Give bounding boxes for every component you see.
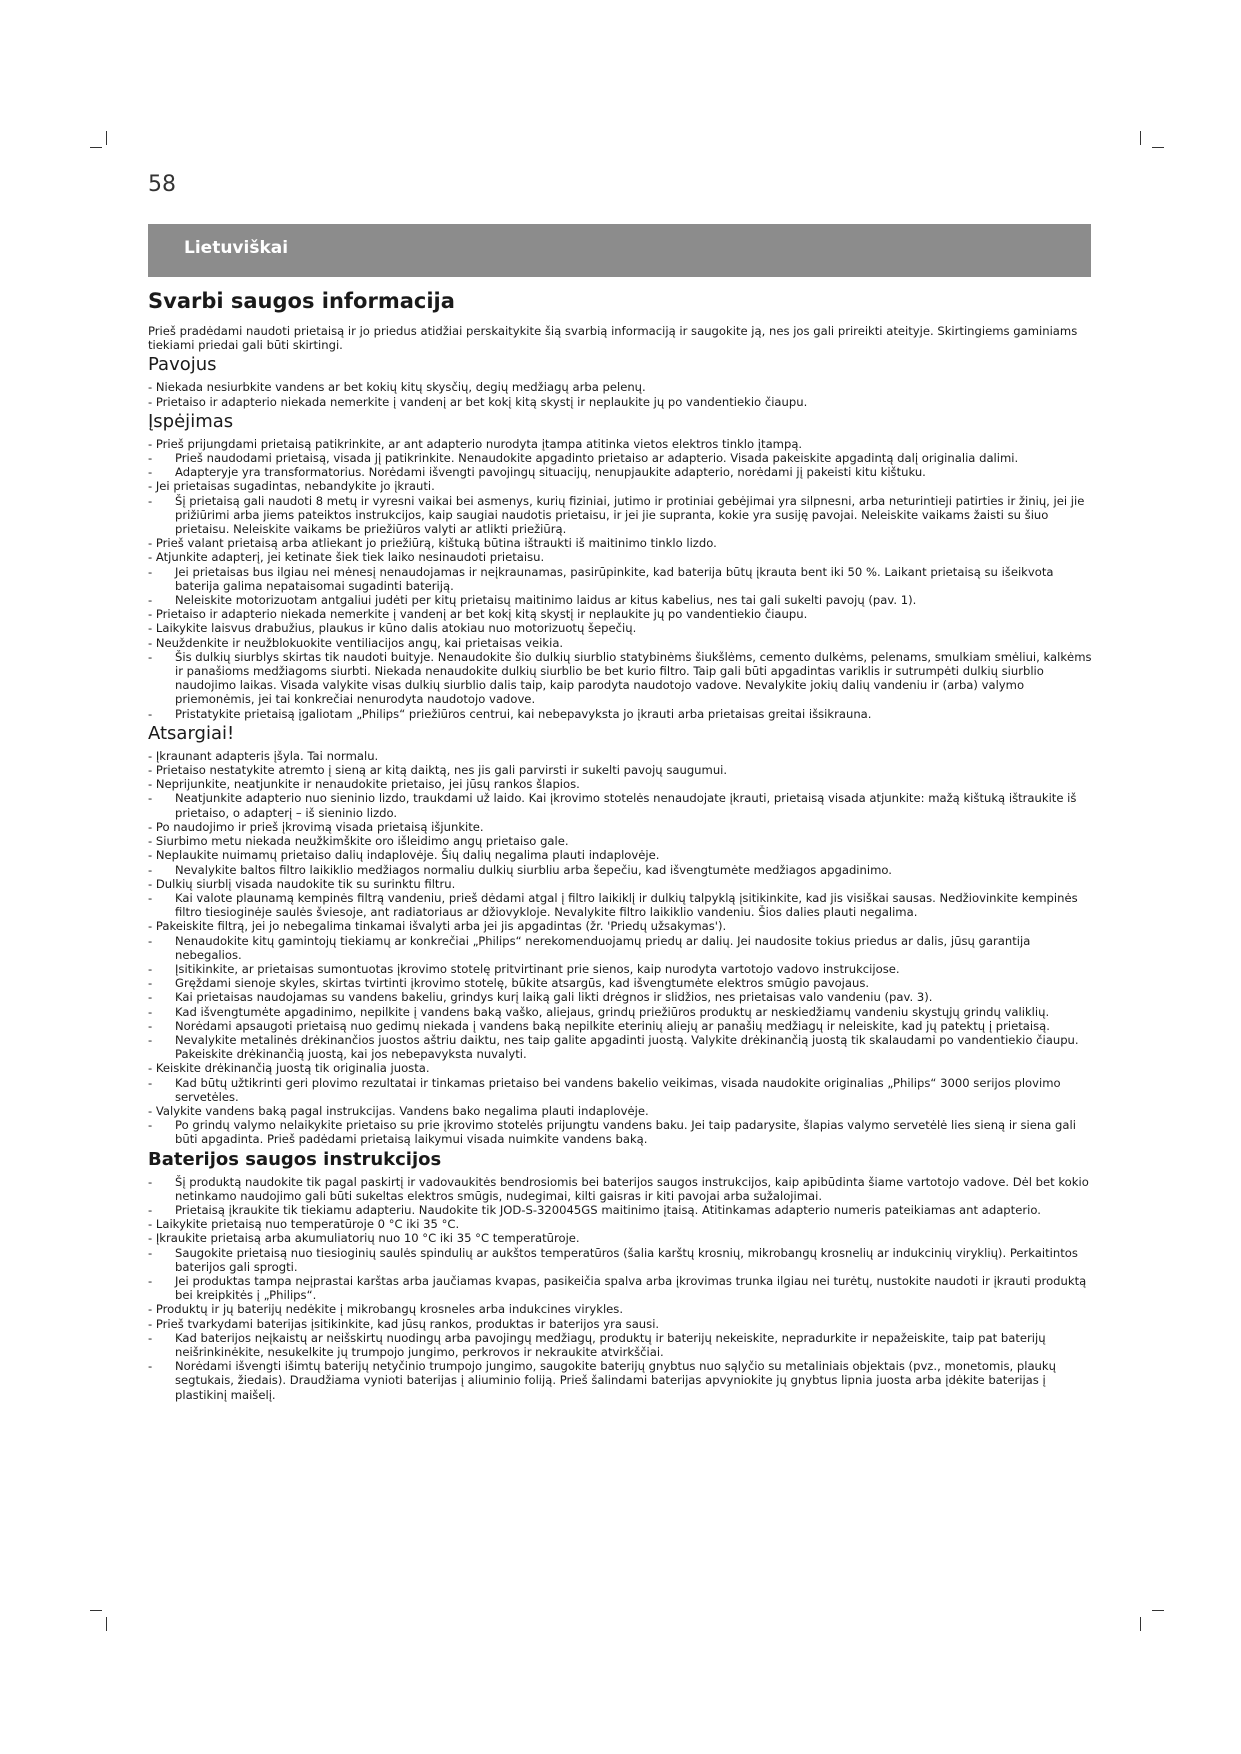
list-dash-marker: - [148,933,153,948]
list-item-text: Šį produktą naudokite tik pagal paskirtį ir vadovaukitės bendrosiomis bei baterijos saugos instrukcijos, kaip apibūdinta šiame vartotojo vadove. Dėl bet kokio netinkamo naudojimo gali būti sukeltas elektros smūgis, nudegimai, kilti gaisras ir kiti pavojai arba sužalojimai. [175,1174,1089,1203]
list-item-text: Prieš naudodami prietaisą, visada jį patikrinkite. Nenaudokite apgadinto prietaiso ar adapterio. Visada pakeiskite apgadintą dalį originalia dalimi. [175,451,1019,466]
list-item-text: Kad baterijos neįkaistų ar neišskirtų nuodingų arba pavojingų medžiagų, produktų ir baterijų nekeiskite, nepradurkite ir nepažeiskite, taip pat baterijų neišrinkinėkite, nesukelkite jų trumpojo jungimo, perkrovos ir nekraukite atvirkščiai. [175,1330,1046,1359]
list-item [148,1019,1096,1033]
list-dash-marker: - [148,961,153,976]
list-item-text: Neleiskite motorizuotam antgaliui judėti per kitų prietaisų maitinimo laidus ar kitus kabelius, nes tai gali sukelti pavojų (pav. 1). [175,593,917,608]
list-dash-marker: - [148,621,156,636]
list-item-text: Siurbimo metu niekada neužkimškite oro išleidimo angų prietaiso gale. [155,834,569,849]
list-item [148,777,1096,791]
list-dash-marker: - [148,990,153,1005]
list-item [148,990,1096,1004]
list-item [148,1203,1096,1217]
list-dash-marker: - [148,493,153,508]
document-body [148,288,1096,1404]
list-dash-marker: - [148,919,156,934]
list-item [148,919,1096,933]
list-item [148,465,1096,479]
list-dash-marker: - [148,1061,156,1076]
list-item [148,1317,1096,1331]
list-item-text: Prieš valant prietaisą arba atliekant jo priežiūrą, kištuką būtina ištraukti iš maitinimo tinklo lizdo. [155,536,717,551]
list-item [148,707,1096,721]
list-item-text: Norėdami išvengti išimtų baterijų netyčinio trumpojo jungimo, saugokite baterijų gnybtus nuo sąlyčio su metaliniais objektais (pvz., monetomis, plaukų segtukais, žiedais). Draudžiama vynioti baterijas į aliuminio foliją. Prieš šalindami baterijas apvyniokite jų gnybtus lipnia juosta arba įdėkite baterijas į plastikinį maišelį. [175,1359,1056,1402]
list-item [148,451,1096,465]
crop-mark [1140,1617,1141,1631]
list-item-text: Valykite vandens baką pagal instrukcijas. Vandens bako negalima plauti indaplovėje. [155,1103,649,1118]
list-dash-marker: - [148,748,156,763]
list-dash-marker: - [148,1273,153,1288]
list-item [148,380,1096,394]
section-heading: Įspėjimas [148,410,234,432]
list-item-text: Atjunkite adapterį, jei ketinate šiek tiek laiko nesinaudoti prietaisu. [155,550,545,565]
list-item-text: Įsitikinkite, ar prietaisas sumontuotas įkrovimo stotelę pritvirtinant prie sienos, kaip nurodyta vartotojo vadovo instrukcijose. [175,961,900,976]
list-item [148,1118,1096,1146]
list-item-text: Neplaukite nuimamų prietaiso dalių indaplovėje. Šių dalių negalima plauti indaplovėje. [155,848,660,863]
section-list [148,749,1096,1147]
crop-mark [1140,131,1141,145]
list-item [148,976,1096,990]
list-item-text: Nevalykite baltos filtro laikiklio medžiagos normaliu dulkių siurbliu arba šepečiu, kad išvengtumėte medžiagos apgadinimo. [175,862,892,877]
list-item [148,621,1096,635]
list-item-text: Jei prietaisas sugadintas, nebandykite jo įkrauti. [155,479,435,494]
section-heading: Baterijos saugos instrukcijos [148,1148,442,1170]
list-item [148,607,1096,621]
list-item [148,1104,1096,1118]
list-item [148,1061,1096,1075]
list-item [148,593,1096,607]
list-item-text: Laikykite prietaisą nuo temperatūroje 0 °C iki 35 °C. [155,1217,460,1232]
list-dash-marker: - [148,1075,153,1090]
list-item [148,934,1096,962]
list-dash-marker: - [148,876,156,891]
list-dash-marker: - [148,564,153,579]
list-item [148,834,1096,848]
list-item [148,1033,1096,1061]
crop-mark [1152,1610,1164,1611]
list-dash-marker: - [148,1174,153,1189]
list-dash-marker: - [148,1330,153,1345]
list-item-text: Pristatykite prietaisą įgaliotam „Philips“ priežiūros centrui, kai nebepavyksta jo įkrauti arba prietaisas greitai išsikrauna. [175,706,872,721]
list-item [148,1231,1096,1245]
list-item [148,749,1096,763]
list-item-text: Saugokite prietaisą nuo tiesioginių saulės spindulių ar aukštos temperatūros (šalia karštų krosnių, mikrobangų krosnelių ar indukcinių viryklių). Perkaitintos baterijos gali sprogti. [175,1245,1078,1274]
list-dash-marker: - [148,1004,153,1019]
list-item [148,1076,1096,1104]
list-item [148,395,1096,409]
list-item-text: Po naudojimo ir prieš įkrovimą visada prietaisą išjunkite. [155,819,484,834]
list-item-text: Dulkių siurblį visada naudokite tik su surinktu filtru. [155,876,456,891]
list-item-text: Produktų ir jų baterijų nedėkite į mikrobangų krosneles arba indukcines virykles. [155,1302,624,1317]
list-dash-marker: - [148,976,153,991]
list-item [148,962,1096,976]
language-header-bar [148,224,1091,277]
list-dash-marker: - [148,1245,153,1260]
page-title: Svarbi saugos informacija [148,289,455,313]
list-item-text: Šį prietaisą gali naudoti 8 metų ir vyresni vaikai bei asmenys, kurių fiziniai, jutimo ir protiniai gebėjimai yra silpnesni, arba neturintieji patirties ir žinių, jei jie prižiūrimi arba jiems pateiktos instrukcijos, kaip saugiai naudotis prietaisu, ir jei jie supranta, kokie yra susiję pavojai. Neleiskite vaikams žaisti su šiuo prietaisu. Neleiskite vaikams be priežiūros valyti ar atlikti priežiūrą. [175,493,1085,537]
list-item [148,650,1096,707]
list-item-text: Gręždami sienoje skyles, skirtas tvirtinti įkrovimo stotelę, būkite atsargūs, kad išvengtumėte elektros smūgio pavojaus. [175,976,870,991]
list-item [148,550,1096,564]
list-dash-marker: - [148,706,153,721]
list-item-text: Nenaudokite kitų gamintojų tiekiamų ar konkrečiai „Philips“ nerekomenduojamų priedų ar dalių. Jei naudosite tokius priedus ar dalis, jūsų garantija nebegalios. [175,933,1031,962]
list-item-text: Įkraunant adapteris įšyla. Tai normalu. [155,748,379,763]
list-item [148,1274,1096,1302]
list-dash-marker: - [148,593,153,608]
list-dash-marker: - [148,1217,156,1232]
list-item [148,877,1096,891]
list-dash-marker: - [148,890,153,905]
list-dash-marker: - [148,862,153,877]
list-dash-marker: - [148,380,156,395]
list-dash-marker: - [148,777,156,792]
list-item [148,820,1096,834]
section-list [148,1175,1096,1402]
list-dash-marker: - [148,536,156,551]
list-dash-marker: - [148,465,153,480]
list-item-text: Jei produktas tampa neįprastai karštas arba jaučiamas kvapas, pasikeičia spalva arba įkrovimas trunka ilgiau nei turėtų, nustokite naudoti ir įkrauti produktą bei kreipkitės į „Philips“. [175,1273,1087,1303]
list-dash-marker: - [148,1316,156,1331]
list-item [148,791,1096,819]
list-dash-marker: - [148,1118,153,1133]
list-item [148,479,1096,493]
list-item [148,536,1096,550]
intro-paragraph: Prieš pradėdami naudoti prietaisą ir jo priedus atidžiai perskaitykite šią svarbią informaciją ir saugokite ją, nes jos gali prireikti ateityje. Skirtingiems gaminiams tiekiami priedai gali būti skirtingi. [148,324,1078,353]
list-item-text: Prietaisą įkraukite tik tiekiamu adapteriu. Naudokite tik JOD-S-320045GS maitinimo įtaisą. Atitinkamas adapterio numeris pateikiamas ant adapterio. [175,1202,1041,1217]
list-dash-marker: - [148,649,153,664]
list-dash-marker: - [148,1359,153,1374]
list-dash-marker: - [148,436,156,451]
list-item [148,863,1096,877]
list-item [148,565,1096,593]
list-dash-marker: - [148,791,153,806]
list-dash-marker: - [148,394,156,409]
list-item-text: Pakeiskite filtrą, jei jo nebegalima tinkamai išvalyti arba jei jis apgadintas (žr. 'Priedų užsakymas'). [155,919,727,934]
list-item-text: Po grindų valymo nelaikykite prietaiso su prie įkrovimo stotelės prijungtu vandens baku. Jei taip padarysite, šlapias valymo servetėlė lies sieną ir siena gali būti apgadinta. Prieš padėdami prietaisą laikymui visada nuimkite vandens baką. [175,1118,1076,1147]
list-item [148,891,1096,919]
list-dash-marker: - [148,1231,156,1246]
list-item-text: Kad išvengtumėte apgadinimo, nepilkite į vandens baką vaško, aliejaus, grindų priežiūros produktų ar neskiedžiamų vandeniu skystųjų grindų valiklių. [175,1004,1050,1019]
list-item-text: Prietaiso nestatykite atremto į sieną ar kitą daiktą, nes jis gali parvirsti ir sukelti pavojų saugumui. [155,763,728,778]
crop-mark [90,147,102,148]
list-item-text: Kai valote plaunamą kempinės filtrą vandeniu, prieš dėdami atgal į filtro laikiklį ir dulkių talpyklą įsitikinkite, kad jis visiškai sausas. Nedžiovinkite kempinės filtro tiesioginėje saulės šviesoje, ant radiatoriaus ar džiovykloje. Nevalykite filtro laikiklio vandeniu. Šios dalies plauti negalima. [175,890,1078,920]
crop-mark [90,1610,102,1611]
sections-container [148,354,1096,1401]
list-dash-marker: - [148,848,156,863]
list-dash-marker: - [148,451,153,466]
list-item-text: Laikykite laisvus drabužius, plaukus ir kūno dalis atokiau nuo motorizuotų šepečių. [155,621,637,636]
list-item-text: Adapteryje yra transformatorius. Norėdami išvengti pavojingų situacijų, nenupjaukite adapterio, norėdami jį pakeisti kitu kištuku. [175,465,926,480]
list-item-text: Kai prietaisas naudojamas su vandens bakeliu, grindys kurį laiką gali likti drėgnos ir slidžios, nes prietaisas valo vandeniu (pav. 3). [175,990,933,1005]
list-item-text: Jei prietaisas bus ilgiau nei mėnesį nenaudojamas ir neįkraunamas, pasirūpinkite, kad baterija būtų įkrauta bent iki 50 %. Laikant prietaisą su išeikvota baterija galima nepataisomai sugadinti bateriją. [175,564,1054,593]
list-item [148,1246,1096,1274]
list-item-text: Norėdami apsaugoti prietaisą nuo gedimų niekada į vandens baką nepilkite eterinių aliejų ar panašių medžiagų ir neleiskite, kad jų patektų į prietaisą. [175,1018,1050,1033]
list-item-text: Neuždenkite ir neužblokuokite ventiliacijos angų, kai prietaisas veikia. [155,635,564,650]
list-item [148,1302,1096,1316]
list-dash-marker: - [148,479,156,494]
list-dash-marker: - [148,607,156,622]
list-item-text: Prieš tvarkydami baterijas įsitikinkite, kad jūsų rankos, produktas ir baterijos yra sausi. [155,1316,660,1331]
language-label: Lietuviškai [184,238,289,258]
list-dash-marker: - [148,1302,156,1317]
section-list [148,380,1096,408]
crop-mark [106,1617,107,1631]
list-dash-marker: - [148,834,156,849]
list-item [148,1175,1096,1203]
list-item [148,1217,1096,1231]
list-dash-marker: - [148,763,156,778]
list-item [148,636,1096,650]
list-item [148,437,1096,451]
list-dash-marker: - [148,550,156,565]
list-dash-marker: - [148,1202,153,1217]
crop-mark [106,131,107,145]
page-number: 58 [148,172,176,197]
list-item-text: Šis dulkių siurblys skirtas tik naudoti buityje. Nenaudokite šio dulkių siurblio statybinėms šiukšlėms, cemento dulkėms, pelenams, smulkiam smėliui, kalkėms ir panašioms medžiagoms siurbti. Niekada nenaudokite dulkių siurblio be bet kurio filtro. Taip gali būti apgadintas variklis ir sutrumpėti dulkių siurblio naudojimo laikas. Visada valykite visas dulkių siurblio dalis taip, kaip parodyta naudotojo vadove. Nevalykite jokių dalių vandeniu ir (arba) valymo priemonėmis, jei tai konkrečiai nenurodyta naudotojo vadove. [175,649,1092,707]
list-item [148,1331,1096,1359]
list-item-text: Neprijunkite, neatjunkite ir nenaudokite prietaiso, jei jūsų rankos šlapios. [155,777,580,792]
list-item-text: Nevalykite metalinės drėkinančios juostos aštriu daiktu, nes taip galite apgadinti juostą. Valykite drėkinančią juostą tik skalaudami po vandentiekio čiaupu. Pakeiskite drėkinančią juostą, kai jos nebepavyksta nuvalyti. [175,1032,1079,1062]
list-item [148,1359,1096,1402]
section-heading: Pavojus [148,354,217,376]
list-item [148,1005,1096,1019]
section-list [148,437,1096,721]
list-dash-marker: - [148,1032,153,1047]
list-dash-marker: - [148,1103,156,1118]
list-item-text: Kad būtų užtikrinti geri plovimo rezultatai ir tinkamas prietaiso bei vandens bakelio veikimas, visada naudokite originalias „Philips“ 3000 serijos plovimo servetėles. [175,1075,1061,1104]
list-item-text: Prietaiso ir adapterio niekada nemerkite į vandenį ar bet kokį kitą skystį ir neplaukite jų po vandentiekio čiaupu. [155,607,808,622]
list-item-text: Keiskite drėkinančią juostą tik originalia juosta. [155,1061,430,1076]
list-item-text: Įkraukite prietaisą arba akumuliatorių nuo 10 °C iki 35 °C temperatūroje. [155,1231,580,1246]
list-item-text: Prieš prijungdami prietaisą patikrinkite, ar ant adapterio nurodyta įtampa atitinka vietos elektros tinklo įtampą. [155,436,803,451]
section-heading: Atsargiai! [148,722,235,744]
list-dash-marker: - [148,1018,153,1033]
list-item [148,848,1096,862]
list-item [148,494,1096,537]
list-item-text: Neatjunkite adapterio nuo sieninio lizdo, traukdami už laido. Kai įkrovimo stotelės nenaudojate įkrauti, prietaisą visada atjunkite: mažą kištuką ištraukite iš prietaiso, o adapterį – iš sieninio lizdo. [175,791,1077,820]
list-dash-marker: - [148,819,156,834]
list-dash-marker: - [148,635,156,650]
list-item-text: Niekada nesiurbkite vandens ar bet kokių kitų skysčių, degių medžiagų arba pelenų. [155,380,646,395]
list-item-text: Prietaiso ir adapterio niekada nemerkite į vandenį ar bet kokį kitą skystį ir neplaukite jų po vandentiekio čiaupu. [155,394,808,409]
crop-mark [1152,147,1164,148]
list-item [148,763,1096,777]
